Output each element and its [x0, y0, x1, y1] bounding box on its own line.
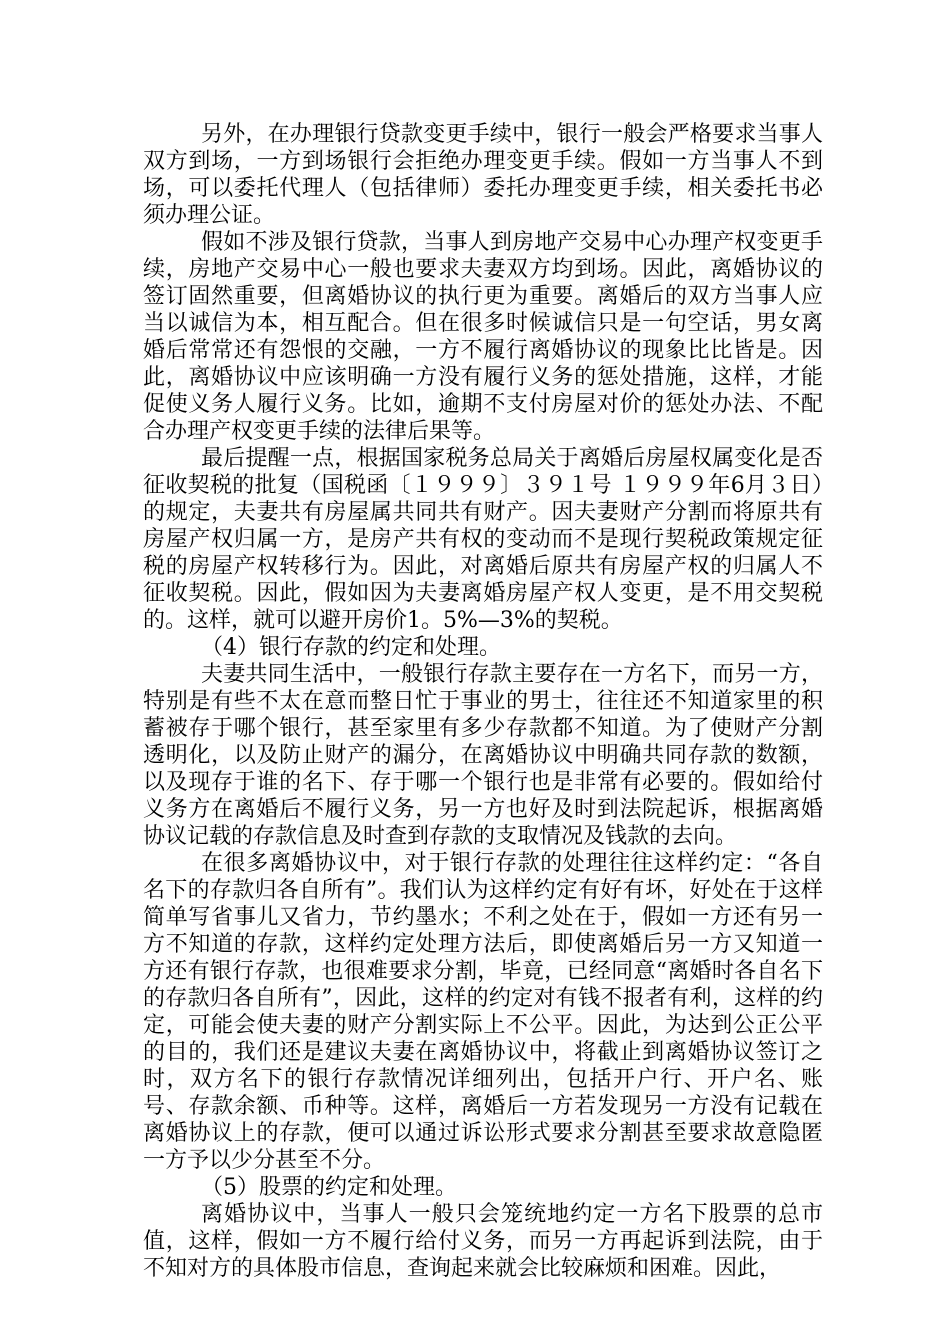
section-heading-bank-deposits: （4）银行存款的约定和处理。	[201, 635, 501, 660]
paragraph-deposit-agreement: 在很多离婚协议中，对于银行存款的处理往往这样约定：“各自名下的存款归各自所有”。我们认为这样约定有好有坏，好处在于这样简单写省事儿又省力，节约墨水；不利之处在于，假如一方还有另一方不知道的存款，这样约定处理方法后，即使离婚后另一方又知道一方还有银行存款，也很难要求分割，毕竟，已经同意“离婚时各自名下的存款归各自所有”，因此，这样的约定对有钱不报者有利，这样的约定，可能会使夫妻的财产分割实际上不公平。因此，为达到公正公平的目的，我们还是建议夫妻在离婚协议中，将截止到离婚协议签订之时，双方名下的银行存款情况详细列出，包括开户行、开户名、账号、存款余额、币种等。这样，离婚后一方若发现另一方没有记载在离婚协议上的存款，便可以通过诉讼形式要求分割甚至要求故意隐匿一方予以少分甚至不分。	[143, 851, 823, 1173]
paragraph-bank-loan-change: 另外，在办理银行贷款变更手续中，银行一般会严格要求当事人双方到场，一方到场银行会拒绝办理变更手续。假如一方当事人不到场，可以委托代理人（包括律师）委托办理变更手续，相关委托书必须办理公证。	[143, 122, 823, 228]
paragraph-deed-tax: 最后提醒一点，根据国家税务总局关于离婚后房屋权属变化是否征收契税的批复（国税函〔１９９９〕３９１号 １９９９年6月３日）的规定，夫妻共有房屋属共同共有财产。因夫妻财产分割而将原共有房屋产权归属一方，是房产共有权的变动而不是现行契税政策规定征税的房屋产权转移行为。因此，对离婚后原共有房屋产权的归属人不征收契税。因此，假如因为夫妻离婚房屋产权人变更，是不用交契税的。这样，就可以避开房价1。5%—3%的契税。	[143, 446, 823, 633]
document-body	[143, 121, 823, 1282]
section-heading-stocks: （5）股票的约定和处理。	[201, 1175, 457, 1200]
paragraph-no-bank-loan: 假如不涉及银行贷款，当事人到房地产交易中心办理产权变更手续，房地产交易中心一般也要求夫妻双方均到场。因此，离婚协议的签订固然重要，但离婚协议的执行更为重要。离婚后的双方当事人应当以诚信为本，相互配合。但在很多时候诚信只是一句空话，男女离婚后常常还有怨恨的交融，一方不履行离婚协议的现象比比皆是。因此，离婚协议中应该明确一方没有履行义务的惩处措施，这样，才能促使义务人履行义务。比如，逾期不支付房屋对价的惩处办法、不配合办理产权变更手续的法律后果等。	[143, 230, 823, 444]
paragraph-bank-deposits: 夫妻共同生活中，一般银行存款主要存在一方名下，而另一方，特别是有些不太在意而整日忙于事业的男士，往往还不知道家里的积蓄被存于哪个银行，甚至家里有多少存款都不知道。为了使财产分割透明化，以及防止财产的漏分，在离婚协议中明确共同存款的数额，以及现存于谁的名下、存于哪一个银行也是非常有必要的。假如给付义务方在离婚后不履行义务，另一方也好及时到法院起诉，根据离婚协议记载的存款信息及时查到存款的支取情况及钱款的去向。	[143, 662, 823, 849]
paragraph-stocks: 离婚协议中，当事人一般只会笼统地约定一方名下股票的总市值，这样，假如一方不履行给付义务，而另一方再起诉到法院，由于不知对方的具体股市信息，查询起来就会比较麻烦和困难。因此，	[143, 1202, 823, 1281]
